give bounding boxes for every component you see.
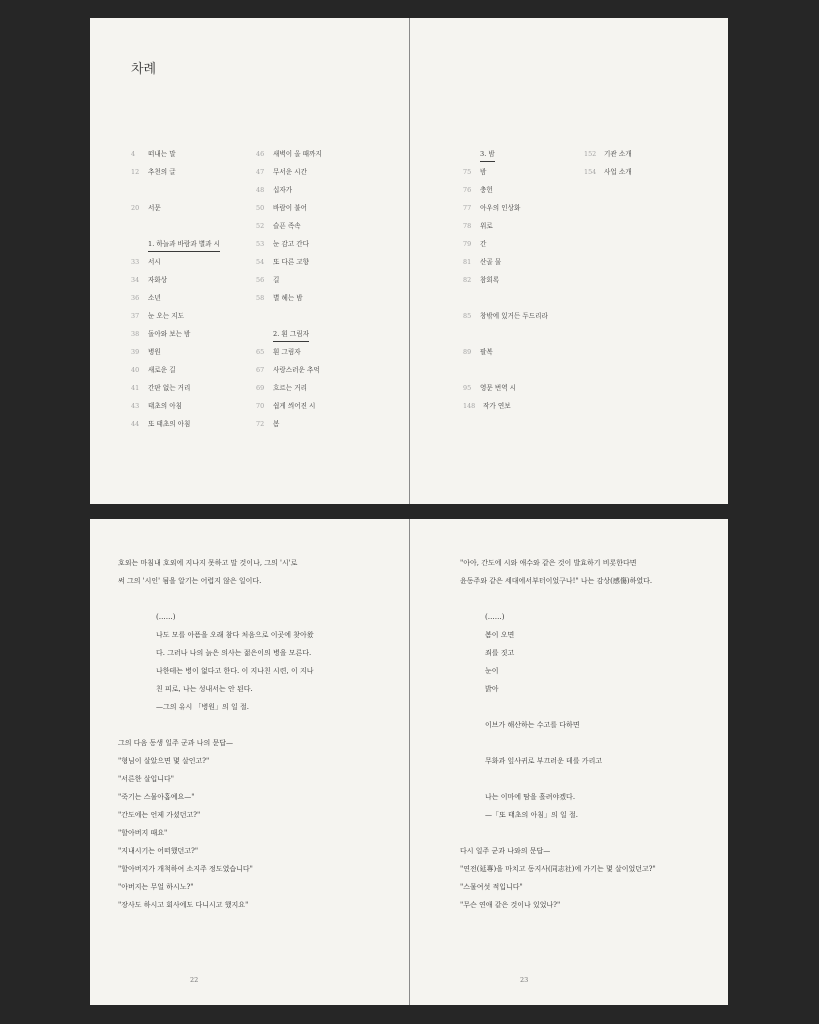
toc-entry-title: 또 다른 고향 bbox=[273, 258, 310, 266]
toc-entry-title: 길 bbox=[273, 276, 280, 284]
body-text-line: (……) bbox=[485, 613, 505, 621]
toc-entry-title: 슬픈 족속 bbox=[273, 222, 301, 230]
toc-page-number: 85 bbox=[463, 312, 472, 320]
body-text-line: 나는 이마에 땀을 흘려야겠다. bbox=[485, 793, 576, 801]
page-22 bbox=[90, 519, 409, 1005]
toc-entry-title: 돌아와 보는 밤 bbox=[148, 330, 191, 338]
body-text-line: 이브가 해산하는 수고를 다하면 bbox=[485, 721, 580, 729]
toc-page-number: 89 bbox=[463, 348, 472, 356]
toc-entry-title: 새로운 길 bbox=[148, 366, 176, 374]
body-text-line: 그의 다음 동생 일주 군과 나의 문답— bbox=[118, 739, 234, 747]
toc-page-number: 20 bbox=[131, 204, 140, 212]
toc-entry-title: 충헌 bbox=[480, 186, 493, 194]
body-text-line: 다시 일주 군과 나와의 문답— bbox=[460, 847, 551, 855]
body-text-line: "장사도 하시고 회사에도 다니시고 했지요" bbox=[118, 901, 249, 909]
body-text-line: 써 그의 '시인' 됨을 알기는 어렵지 않은 일이다. bbox=[118, 577, 262, 585]
toc-entry-title: 십자가 bbox=[273, 186, 293, 194]
toc-page-number: 39 bbox=[131, 348, 140, 356]
body-text-line: —「또 태초의 아침」의 일 절. bbox=[485, 811, 578, 819]
body-text-line: "할아버지가 개척하여 소지주 정도였습니다" bbox=[118, 865, 253, 873]
toc-entry-title: 쉽게 씌어진 시 bbox=[273, 402, 316, 410]
toc-page-number: 76 bbox=[463, 186, 472, 194]
toc-page-number: 95 bbox=[463, 384, 472, 392]
toc-right-page bbox=[410, 18, 729, 504]
toc-section-heading: 3. 밤 bbox=[480, 147, 495, 162]
toc-entry-title: 기관 소개 bbox=[604, 150, 632, 158]
toc-entry-title: 또 태초의 아침 bbox=[148, 420, 191, 428]
toc-entry-title: 흰 그림자 bbox=[273, 348, 301, 356]
toc-entry-title: 눈 오는 지도 bbox=[148, 312, 185, 320]
toc-page-number: 72 bbox=[256, 420, 265, 428]
toc-page-number: 82 bbox=[463, 276, 472, 284]
toc-page-number: 58 bbox=[256, 294, 265, 302]
toc-page-number: 37 bbox=[131, 312, 140, 320]
toc-entry-title: 팔복 bbox=[480, 348, 493, 356]
body-text-line: 나도 모를 아픔을 오래 참다 처음으로 이곳에 찾아왔 bbox=[156, 631, 314, 639]
body-text-line: "서른한 살입니다" bbox=[118, 775, 174, 783]
toc-page-number: 79 bbox=[463, 240, 472, 248]
toc-entry-title: 무서운 시간 bbox=[273, 168, 307, 176]
body-text-line: "지내시기는 어떠했던고?" bbox=[118, 847, 199, 855]
toc-page-number: 77 bbox=[463, 204, 472, 212]
toc-page-number: 36 bbox=[131, 294, 140, 302]
toc-left-page bbox=[90, 18, 409, 504]
toc-page-number: 38 bbox=[131, 330, 140, 338]
toc-entry-title: 참회록 bbox=[480, 276, 500, 284]
body-text-line: 윤동주와 같은 세대에서부터이었구나!" 나는 감상(感傷)하였다. bbox=[460, 577, 653, 585]
body-text-line: "스물여섯 적입니다" bbox=[460, 883, 523, 891]
body-text-line: 봄이 오면 bbox=[485, 631, 515, 639]
toc-entry-title: 창밖에 있거든 두드리라 bbox=[480, 312, 548, 320]
toc-entry-title: 추천의 글 bbox=[148, 168, 176, 176]
text-spread bbox=[90, 519, 728, 1005]
toc-page-number: 69 bbox=[256, 384, 265, 392]
body-text-line: "형님이 살았으면 몇 살인고?" bbox=[118, 757, 210, 765]
toc-section-heading: 1. 하늘과 바람과 별과 시 bbox=[148, 237, 220, 252]
body-text-line: "무슨 연애 같은 것이나 있었나?" bbox=[460, 901, 561, 909]
page-23 bbox=[410, 519, 729, 1005]
page-number: 23 bbox=[520, 976, 529, 984]
toc-entry-title: 흐르는 거리 bbox=[273, 384, 307, 392]
body-text-line: 무화과 잎사귀로 부끄러운 데를 가리고 bbox=[485, 757, 603, 765]
body-text-line: 친 피로, 나는 성내서는 안 된다. bbox=[156, 685, 253, 693]
toc-entry-title: 태초의 아침 bbox=[148, 402, 182, 410]
toc-entry-title: 밤 bbox=[480, 168, 487, 176]
toc-page-number: 148 bbox=[463, 402, 476, 410]
toc-page-number: 34 bbox=[131, 276, 140, 284]
body-text-line: "할아버지 때요" bbox=[118, 829, 168, 837]
toc-page-number: 56 bbox=[256, 276, 265, 284]
toc-page-number: 12 bbox=[131, 168, 140, 176]
toc-entry-title: 떠내는 말 bbox=[148, 150, 176, 158]
body-text-line: (……) bbox=[156, 613, 176, 621]
toc-entry-title: 사업 소개 bbox=[604, 168, 632, 176]
toc-page-number: 46 bbox=[256, 150, 265, 158]
toc-title: 차례 bbox=[131, 62, 157, 77]
toc-page-number: 52 bbox=[256, 222, 265, 230]
toc-page-number: 43 bbox=[131, 402, 140, 410]
toc-page-number: 40 bbox=[131, 366, 140, 374]
body-text-line: "죽기는 스물아홉예요—" bbox=[118, 793, 195, 801]
toc-entry-title: 영문 번역 시 bbox=[480, 384, 517, 392]
toc-entry-title: 자화상 bbox=[148, 276, 168, 284]
body-text-line: 나한테는 병이 없다고 한다. 이 지나친 시련, 이 지나 bbox=[156, 667, 314, 675]
toc-page-number: 75 bbox=[463, 168, 472, 176]
toc-entry-title: 아우의 인상화 bbox=[480, 204, 521, 212]
body-text-line: 눈이 bbox=[485, 667, 499, 675]
toc-page-number: 65 bbox=[256, 348, 265, 356]
body-text-line: "아버지는 무얼 하시노?" bbox=[118, 883, 194, 891]
toc-entry-title: 별 헤는 밤 bbox=[273, 294, 303, 302]
toc-entry-title: 소년 bbox=[148, 294, 161, 302]
toc-entry-title: 병원 bbox=[148, 348, 161, 356]
toc-entry-title: 작가 연보 bbox=[483, 402, 511, 410]
toc-page-number: 44 bbox=[131, 420, 140, 428]
toc-page-number: 70 bbox=[256, 402, 265, 410]
toc-page-number: 81 bbox=[463, 258, 472, 266]
toc-page-number: 53 bbox=[256, 240, 265, 248]
toc-entry-title: 위로 bbox=[480, 222, 493, 230]
toc-page-number: 152 bbox=[584, 150, 597, 158]
body-text-line: —그의 유시 「병원」의 일 절. bbox=[156, 703, 249, 711]
toc-entry-title: 바람이 불어 bbox=[273, 204, 307, 212]
page-number: 22 bbox=[190, 976, 199, 984]
toc-spread bbox=[90, 18, 728, 504]
toc-entry-title: 사랑스러운 추억 bbox=[273, 366, 320, 374]
toc-page-number: 41 bbox=[131, 384, 140, 392]
body-text-line: 밝아 bbox=[485, 685, 499, 693]
toc-section-heading: 2. 흰 그림자 bbox=[273, 327, 309, 342]
toc-entry-title: 간 bbox=[480, 240, 487, 248]
toc-entry-title: 눈 감고 간다 bbox=[273, 240, 310, 248]
toc-page-number: 4 bbox=[131, 150, 136, 158]
body-text-line: "아아, 간도에 시와 애수와 같은 것이 발효하기 비롯한다면 bbox=[460, 559, 637, 567]
toc-page-number: 78 bbox=[463, 222, 472, 230]
body-text-line: "간도에는 언제 가셨던고?" bbox=[118, 811, 201, 819]
body-text-line: 호외는 마침내 호외에 지나지 못하고 말 것이나, 그의 '시'로 bbox=[118, 559, 298, 567]
toc-page-number: 67 bbox=[256, 366, 265, 374]
toc-entry-title: 산골 물 bbox=[480, 258, 502, 266]
toc-page-number: 33 bbox=[131, 258, 140, 266]
toc-page-number: 50 bbox=[256, 204, 265, 212]
toc-page-number: 54 bbox=[256, 258, 265, 266]
toc-entry-title: 새벽이 올 때까지 bbox=[273, 150, 322, 158]
toc-entry-title: 간판 없는 거리 bbox=[148, 384, 191, 392]
toc-entry-title: 봄 bbox=[273, 420, 280, 428]
toc-page-number: 154 bbox=[584, 168, 597, 176]
body-text-line: 죄를 짓고 bbox=[485, 649, 515, 657]
toc-page-number: 47 bbox=[256, 168, 265, 176]
toc-entry-title: 서시 bbox=[148, 258, 161, 266]
body-text-line: 다. 그러나 나의 늙은 의사는 젊은이의 병을 모른다. bbox=[156, 649, 312, 657]
body-text-line: "연전(延專)을 마치고 동지사(同志社)에 가기는 몇 살이었던고?" bbox=[460, 865, 656, 873]
toc-page-number: 48 bbox=[256, 186, 265, 194]
toc-entry-title: 서문 bbox=[148, 204, 161, 212]
